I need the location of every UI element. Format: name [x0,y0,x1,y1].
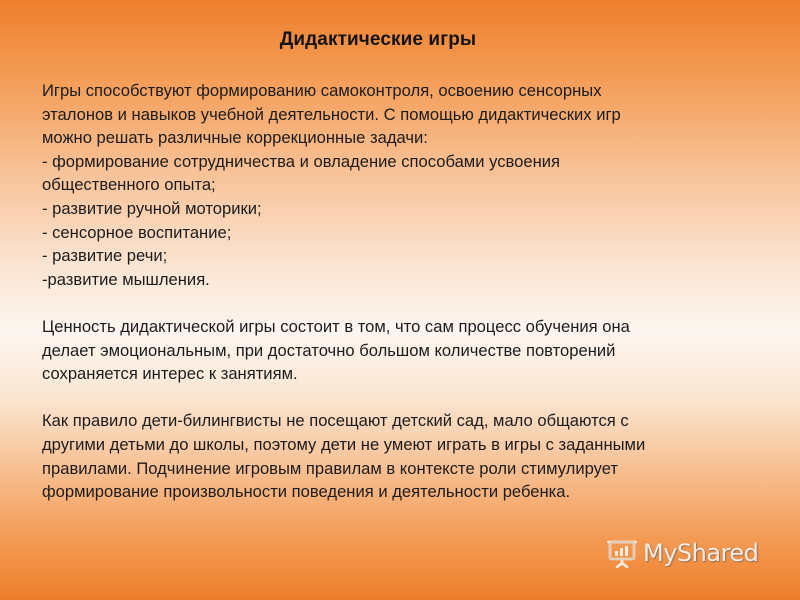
value-line: делает эмоциональным, при достаточно большом количестве повторений [42,340,616,360]
task-item: -развитие мышления. [42,269,210,289]
paragraph-spacer [42,291,722,315]
watermark-logo [607,536,758,570]
value-line: Ценность дидактической игры состоит в том, что сам процесс обучения она [42,316,630,336]
task-item: - развитие ручной моторики; [42,198,262,218]
bilingual-line: Как правило дети-билингвисты не посещают детский сад, мало общаются с [42,411,629,431]
task-item: - развитие речи; [42,246,168,266]
watermark-text: MyShared [643,539,759,567]
task-item: общественного опыта; [42,175,216,195]
paragraph-spacer [42,386,722,410]
bilingual-line: правилами. Подчинение игровым правилам в контексте роли стимулирует [42,458,619,478]
value-line: сохраняется интерес к занятиям. [42,364,298,384]
intro-line: можно решать различные коррекционные задачи: [42,128,428,148]
slide-body [42,79,722,504]
slide-title: Дидактические игры [279,29,477,50]
tasks-list [42,150,722,292]
bilingual-paragraph [42,409,722,503]
intro-paragraph [42,79,722,150]
task-item: - сенсорное воспитание; [42,222,232,242]
intro-line: Игры способствуют формированию самоконтроля, освоению сенсорных [42,81,602,100]
bilingual-line: формирование произвольности поведения и деятельности ребенка. [42,482,571,502]
value-paragraph [42,315,722,386]
bilingual-line: другими детьми до школы, поэтому дети не умеют играть в игры с заданными [42,434,646,454]
presentation-board-icon [607,537,637,569]
intro-line: эталонов и навыков учебной деятельности. С помощью дидактических игр [42,104,621,124]
task-item: - формирование сотрудничества и овладение способами усвоения [42,151,561,171]
